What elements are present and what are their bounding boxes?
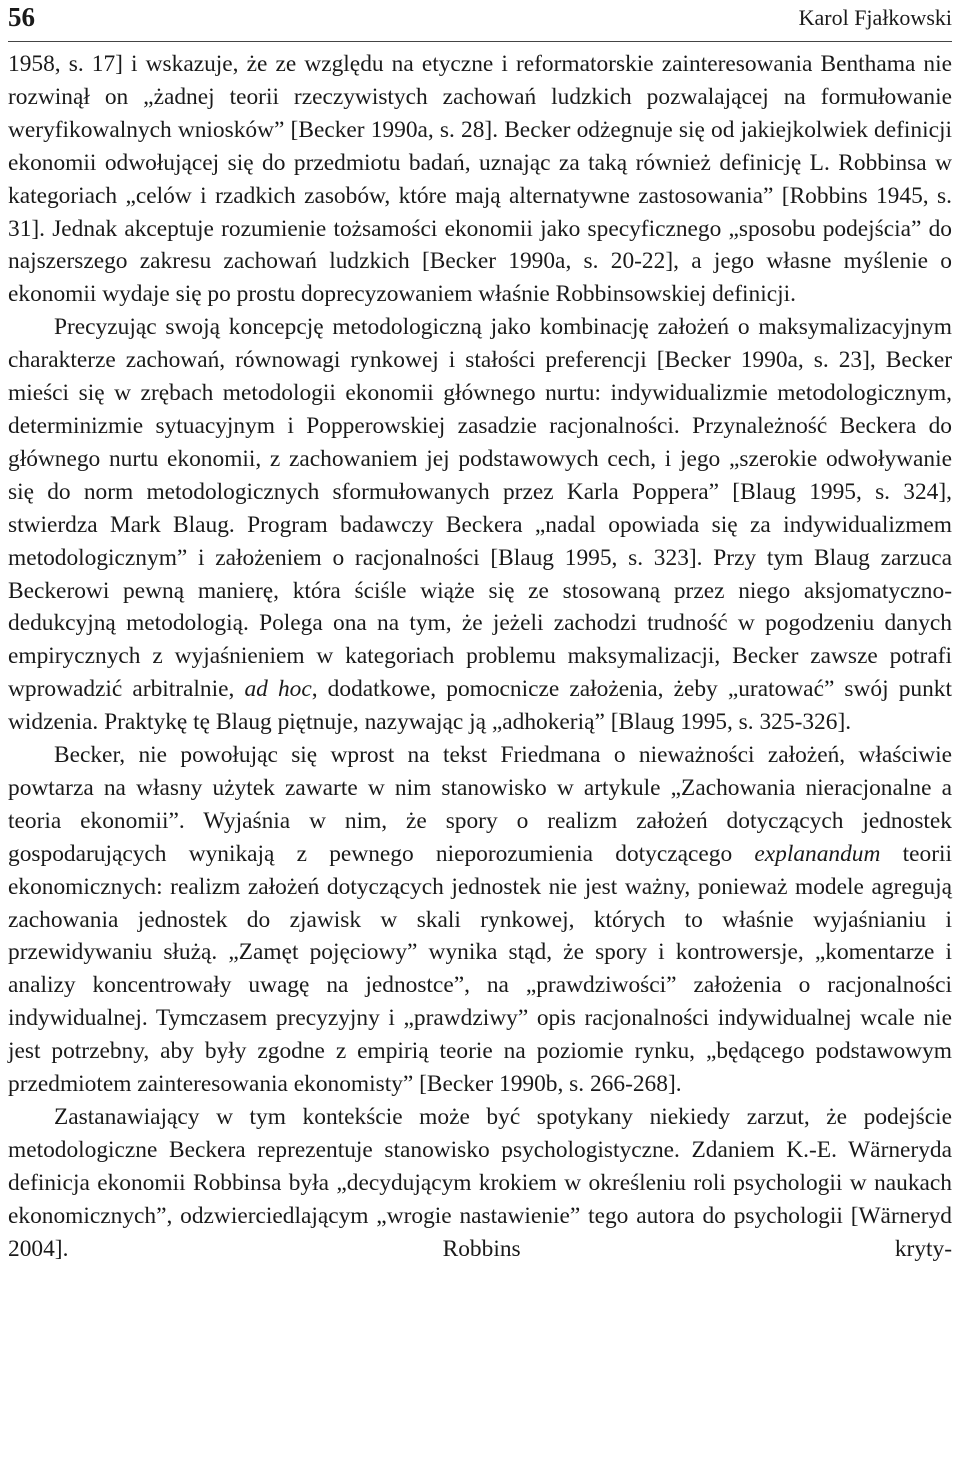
paragraph-3 [8,739,952,1101]
paragraph-1-text: 1958, s. 17] i wskazuje, że ze względu na etyczne i reformatorskie zainteresowania Benthama nie rozwinął on „żadnej teorii rzeczywistych zachowań ludzkich pozwalającej na formułowanie weryfikowalnych wniosków” [Becker 1990a, s. 28]. Becker odżegnuje się od jakiejkolwiek definicji ekonomii odwołującej się do przedmiotu badań, uznając za taką również definicję L. Robbinsa w kategoriach „celów i rzadkich zasobów, które mają alternatywne zastosowania” [Robbins 1945, s. 31]. Jednak akceptuje rozumienie tożsamości ekonomii jako specyficznego „sposobu podejścia” do najszerszego zakresu zachowań ludzkich [Becker 1990a, s. 20-22], a jego własne myślenie o ekonomii wydaje się po prostu doprecyzowaniem właśnie Robbinsowskiej definicji. [8,51,952,308]
paragraph-3-text-cont: teorii ekonomicznych: realizm założeń dotyczących jednostek nie jest ważny, ponieważ modele agregują zachowania jednostek do zjawisk w skali rynkowej, których to właśnie wyjaśnianiu i przewidywaniu służą. „Zamęt pojęciowy” wynika stąd, że spory i kontrowersje, „komentarze i analizy koncentrowały uwagę na jednostce”, na „prawdziwości” założenia o racjonalności indywidualnej. Tymczasem precyzyjny i „prawdziwy” opis racjonalności indywidualnej wcale nie jest potrzebny, aby były zgodne z empirią teorie na poziomie rynku, „będącego podstawowym przedmiotem zainteresowania ekonomisty” [Becker 1990b, s. 266-268]. [8,840,952,1098]
body-text [8,48,952,1266]
paragraph-2-text: Precyzując swoją koncepcję metodologiczną jako kombinację założeń o maksymalizacyjnym charakterze zachowań, równowagi rynkowej i stałości preferencji [Becker 1990a, s. 23], Becker mieści się w zrębach metodologii ekonomii głównego nurtu: indywidualizmie metodologicznym, determinizmie sytuacyjnym i Popperowskiej zasadzie racjonalności. Przynależność Beckera do głównego nurtu ekonomii, z zachowaniem jej podstawowych cech, i jego „szerokie odwoływanie się do norm metodologicznych sformułowanych przez Karla Poppera” [Blaug 1995, s. 324], stwierdza Mark Blaug. Program badawczy Beckera „nadal opowiada się za indywidualizmem metodologicznym” i założeniem o racjonalności [Blaug 1995, s. 323]. Przy tym Blaug zarzuca Beckerowi pewną manierę, która ściśle wiąże się ze stosowaną przez niego aksjomatyczno-dedukcyjną metodologią. Polega ona na tym, że jeżeli zachodzi trudność w pogodzeniu danych empirycznych z wyjaśnieniem w kategoriach problemu maksymalizacji, Becker zawsze potrafi wprowadzić arbitralnie, [8,314,952,703]
paragraph-1 [8,48,952,311]
paragraph-3-italic-term: explanandum [754,840,881,867]
page-header [8,0,952,40]
paragraph-2-text-cont: , dodatkowe, pomocnicze założenia, żeby „uratować” swój punkt widzenia. Praktykę tę Blaug piętnuje, nazywając ją „adhokerią” [Blaug 1995, s. 325-326]. [8,676,952,736]
paragraph-2 [8,311,952,739]
header-rule [8,41,952,42]
running-head-author: Karol Fjałkowski [798,5,952,30]
paragraph-2-italic-term: ad hoc [244,676,312,703]
page-number: 56 [8,2,35,32]
paragraph-4 [8,1101,952,1266]
paragraph-3-text: Becker, nie powołując się wprost na tekst Friedmana o nieważności założeń, właściwie powtarza na własny użytek zawarte w nim stanowisko w artykule „Zachowania nieracjonalne a teoria ekonomii”. Wyjaśnia w nim, że spory o realizm założeń dotyczących jednostek gospodarujących wynikają z pewnego nieporozumienia dotyczącego [8,742,952,867]
paragraph-4-text: Zastanawiający w tym kontekście może być spotykany niekiedy zarzut, że podejście metodologiczne Beckera reprezentuje stanowisko psychologistyczne. Zdaniem K.-E. Wärneryda definicja ekonomii Robbinsa była „decydującym krokiem w określeniu roli psychologii w naukach ekonomicznych”, odzwierciedlającym „wrogie nastawienie” tego autora do psychologii [Wärneryd 2004]. Robbins kryty- [8,1104,952,1262]
